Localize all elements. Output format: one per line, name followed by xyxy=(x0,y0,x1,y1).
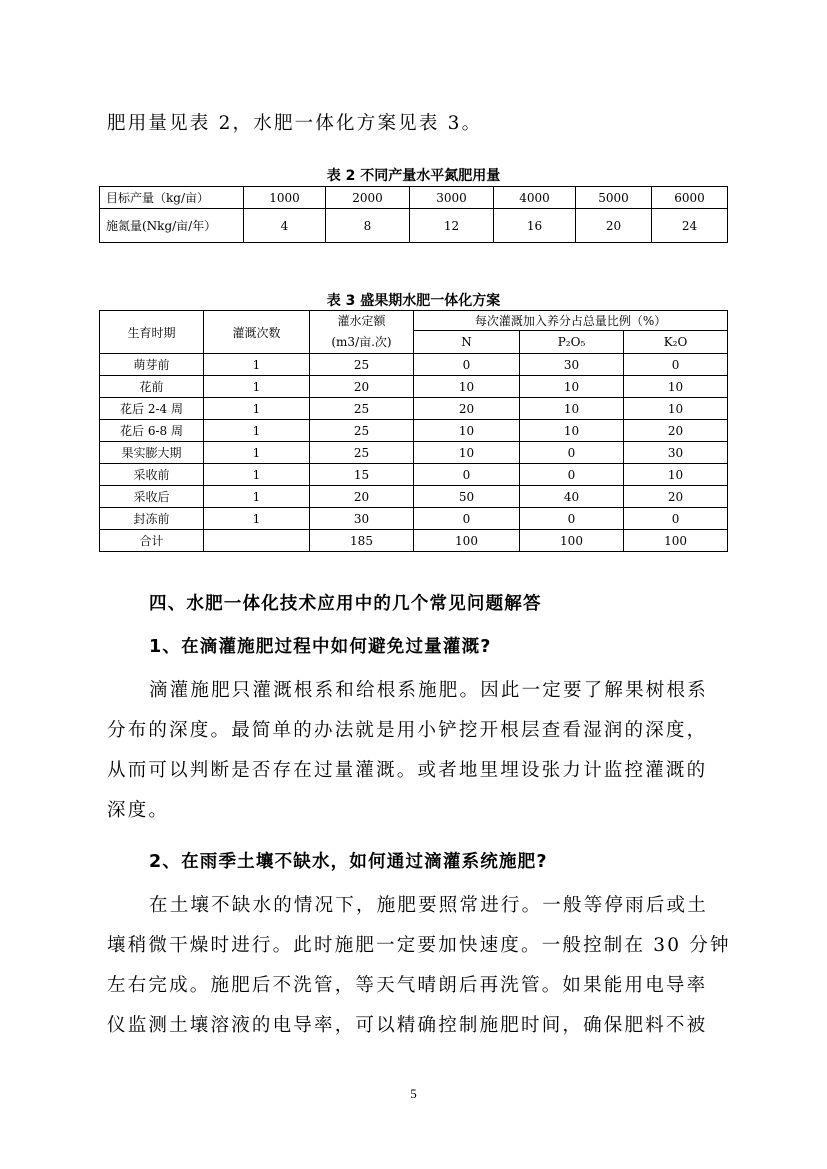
table3-cell: 1 xyxy=(204,354,310,376)
table2-cell: 8 xyxy=(326,209,410,243)
table3-cell: 100 xyxy=(520,530,624,552)
table2-cell: 5000 xyxy=(576,187,652,209)
table3-cell: 0 xyxy=(520,464,624,486)
table2-row-label: 施氮量(Nkg/亩/年） xyxy=(100,209,244,243)
table3-cell: 1 xyxy=(204,464,310,486)
table3-cell: 20 xyxy=(414,398,520,420)
table3-cell: 0 xyxy=(624,354,728,376)
q1-line-3: 从而可以判断是否存在过量灌溉。或者地里埋设张力计监控灌溉的 xyxy=(107,760,708,781)
table2-row xyxy=(100,209,728,243)
table2-cell: 16 xyxy=(494,209,576,243)
table3-stage-cell: 合计 xyxy=(100,530,204,552)
table3-cell: 25 xyxy=(310,354,414,376)
table3-cell: 30 xyxy=(624,442,728,464)
table2-cell: 6000 xyxy=(652,187,728,209)
table3-cell: 15 xyxy=(310,464,414,486)
table3-row xyxy=(100,486,728,508)
table3-row xyxy=(100,376,728,398)
table3-cell xyxy=(204,530,310,552)
table2-caption: 表 2 不同产量水平氮肥用量 xyxy=(326,168,501,184)
table3-stage-cell: 花前 xyxy=(100,376,204,398)
table3-cell: 1 xyxy=(204,398,310,420)
table3-stage-cell: 封冻前 xyxy=(100,508,204,530)
table3-cell: 50 xyxy=(414,486,520,508)
table3-row xyxy=(100,442,728,464)
table3-cell: 10 xyxy=(624,464,728,486)
table2-cell: 1000 xyxy=(244,187,326,209)
table3-stage-cell: 花后 6-8 周 xyxy=(100,420,204,442)
table3-cell: 0 xyxy=(414,464,520,486)
q2-line-1: 在土壤不缺水的情况下，施肥要照常进行。一般等停雨后或土 xyxy=(149,895,708,916)
table3-cell: 0 xyxy=(624,508,728,530)
table3-header-quota-line1: 灌水定额 xyxy=(337,314,386,328)
table3-cell: 20 xyxy=(310,486,414,508)
table3-cell: 20 xyxy=(310,376,414,398)
table3-header-quota xyxy=(310,311,414,354)
q1-heading: 1、在滴灌施肥过程中如何避免过量灌溉? xyxy=(149,637,492,657)
table2-cell: 4000 xyxy=(494,187,576,209)
table3-cell: 0 xyxy=(520,508,624,530)
table3-cell: 10 xyxy=(624,376,728,398)
table3-row xyxy=(100,354,728,376)
table3-cell: 25 xyxy=(310,398,414,420)
table3-stage-cell: 采收前 xyxy=(100,464,204,486)
table2-cell: 24 xyxy=(652,209,728,243)
q2-line-4: 仪监测土壤溶液的电导率，可以精确控制施肥时间，确保肥料不被 xyxy=(107,1015,708,1036)
table3-cell: 30 xyxy=(520,354,624,376)
q1-line-2: 分布的深度。最简单的办法就是用小铲挖开根层查看湿润的深度， xyxy=(107,720,708,741)
table3-cell: 20 xyxy=(624,420,728,442)
table3-caption: 表 3 盛果期水肥一体化方案 xyxy=(326,293,501,309)
table3-stage-cell: 萌芽前 xyxy=(100,354,204,376)
table3-stage-cell: 花后 2-4 周 xyxy=(100,398,204,420)
table3-cell: 100 xyxy=(624,530,728,552)
section4-heading: 四、水肥一体化技术应用中的几个常见问题解答 xyxy=(149,594,542,614)
table3-cell: 40 xyxy=(520,486,624,508)
q2-heading: 2、在雨季土壤不缺水，如何通过滴灌系统施肥? xyxy=(149,852,548,872)
table3-row xyxy=(100,464,728,486)
table3-cell: 0 xyxy=(414,508,520,530)
table2-cell: 20 xyxy=(576,209,652,243)
table3-cell: 1 xyxy=(204,486,310,508)
q2-answer xyxy=(107,886,731,1046)
table3-cell: 100 xyxy=(414,530,520,552)
table3-cell: 1 xyxy=(204,420,310,442)
table3-cell: 1 xyxy=(204,442,310,464)
table3-row xyxy=(100,420,728,442)
table3-cell: 185 xyxy=(310,530,414,552)
table3-header-times: 灌溉次数 xyxy=(204,311,310,354)
table3-cell: 25 xyxy=(310,420,414,442)
table3-cell: 1 xyxy=(204,508,310,530)
q1-answer xyxy=(107,671,727,831)
table3-header-p2o5: P₂O₅ xyxy=(520,331,624,354)
table3-cell: 10 xyxy=(520,376,624,398)
table2-row xyxy=(100,187,728,209)
table3-cell: 1 xyxy=(204,376,310,398)
table3-cell: 0 xyxy=(520,442,624,464)
table2-cell: 3000 xyxy=(410,187,494,209)
table3-cell: 0 xyxy=(414,354,520,376)
table3 xyxy=(99,310,728,552)
table3-cell: 25 xyxy=(310,442,414,464)
table3-cell: 10 xyxy=(520,420,624,442)
table3-header-ratio-group: 每次灌溉加入养分占总量比例（%） xyxy=(414,311,728,331)
page-number: 5 xyxy=(410,1086,417,1101)
q2-line-2: 壤稍微干燥时进行。此时施肥一定要加快速度。一般控制在 30 分钟 xyxy=(107,935,731,956)
q1-line-1: 滴灌施肥只灌溉根系和给根系施肥。因此一定要了解果树根系 xyxy=(149,680,708,701)
table3-row xyxy=(100,398,728,420)
table2 xyxy=(99,186,728,243)
intro-paragraph: 肥用量见表 2，水肥一体化方案见表 3。 xyxy=(107,113,483,134)
table3-cell: 10 xyxy=(414,442,520,464)
table3-header-stage: 生育时期 xyxy=(100,311,204,354)
q2-line-3: 左右完成。施肥后不洗管，等天气晴朗后再洗管。如果能用电导率 xyxy=(107,975,708,996)
q1-line-4: 深度。 xyxy=(107,800,170,821)
table3-cell: 10 xyxy=(414,376,520,398)
table2-cell: 12 xyxy=(410,209,494,243)
table2-cell: 4 xyxy=(244,209,326,243)
table3-cell: 20 xyxy=(624,486,728,508)
table3-stage-cell: 采收后 xyxy=(100,486,204,508)
table3-cell: 30 xyxy=(310,508,414,530)
table3-cell: 10 xyxy=(520,398,624,420)
table2-cell: 2000 xyxy=(326,187,410,209)
table2-row-label: 目标产量（kg/亩） xyxy=(100,187,244,209)
table3-header-n: N xyxy=(414,331,520,354)
table3-cell: 10 xyxy=(624,398,728,420)
table3-row xyxy=(100,508,728,530)
table3-cell: 10 xyxy=(414,420,520,442)
table3-header-k2o: K₂O xyxy=(624,331,728,354)
table3-stage-cell: 果实膨大期 xyxy=(100,442,204,464)
table3-header-row-1 xyxy=(100,311,728,331)
table3-row xyxy=(100,530,728,552)
table3-header-quota-line2: (m3/亩.次) xyxy=(331,335,392,349)
